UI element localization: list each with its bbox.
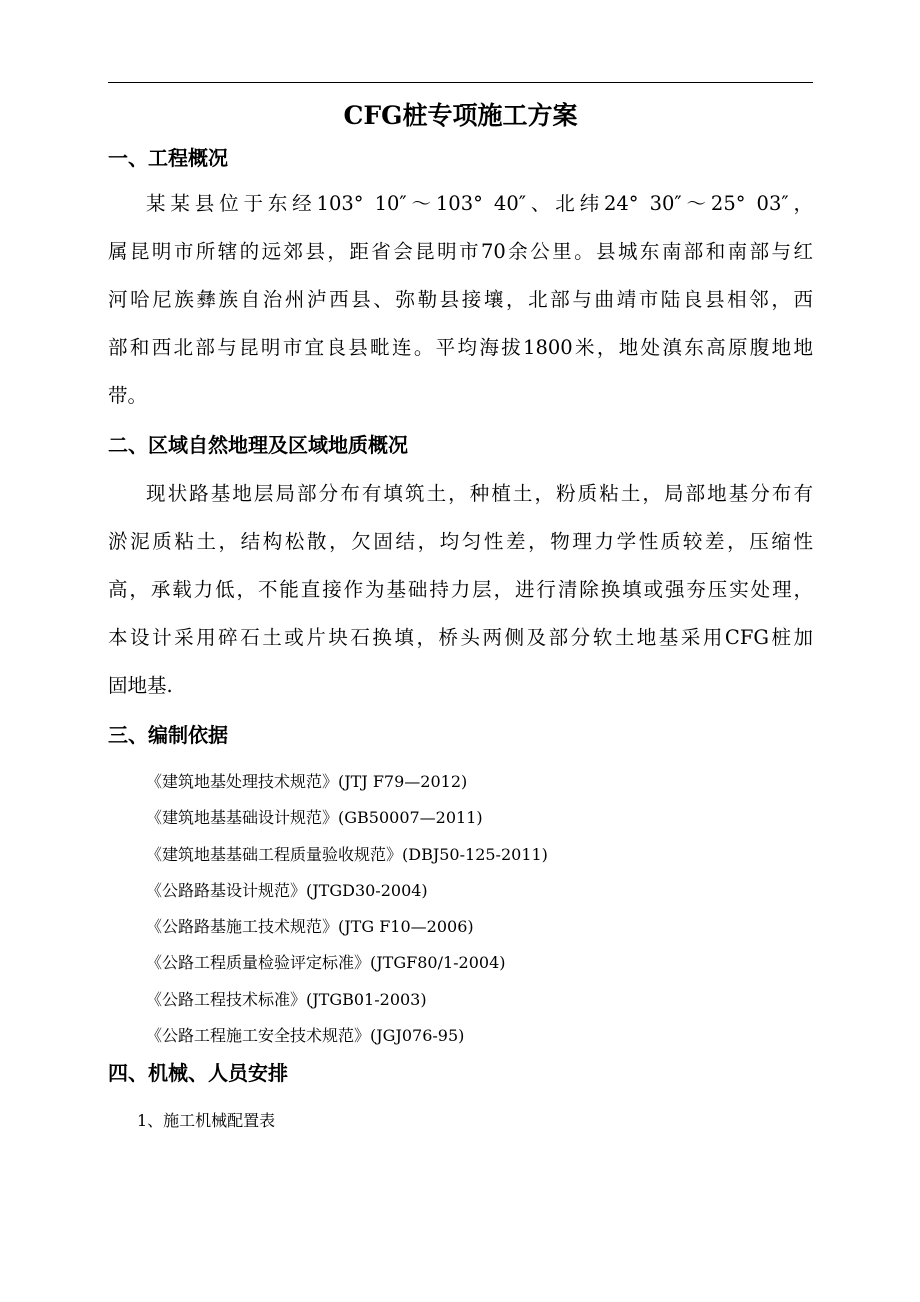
paragraph-line: 部和西北部与昆明市宜良县毗连。平均海拔1800米，地处滇东高原腹地地: [108, 336, 813, 359]
paragraph-line: 河哈尼族彝族自治州泸西县、弥勒县接壤，北部与曲靖市陆良县相邻，西: [108, 288, 813, 311]
section-heading-geology: 二、区域自然地理及区域地质概况: [108, 433, 408, 457]
paragraph-line: 某某县位于东经103° 10″～103° 40″、北纬24° 30″～25° 03″，: [146, 192, 813, 215]
section-heading-basis: 三、编制依据: [108, 723, 228, 747]
subitem-equipment-table: 1、施工机械配置表: [137, 1111, 276, 1130]
reference-item: 《建筑地基基础工程质量验收规范》(DBJ50-125-2011): [146, 844, 548, 864]
paragraph-line: 本设计采用碎石土或片块石换填，桥头两侧及部分软土地基采用CFG桩加: [108, 626, 813, 649]
reference-item: 《公路工程质量检验评定标准》(JTGF80/1-2004): [146, 953, 506, 973]
section-paragraph-overview: [108, 180, 813, 420]
paragraph-line: 淤泥质粘土，结构松散，欠固结，均匀性差，物理力学性质较差，压缩性: [108, 530, 813, 553]
section-heading-overview: 一、工程概况: [108, 146, 228, 170]
section-paragraph-geology: [108, 470, 813, 710]
reference-item: 《公路工程施工安全技术规范》(JGJ076-95): [146, 1026, 465, 1046]
reference-item: 《公路工程技术标准》(JTGB01-2003): [146, 989, 427, 1009]
document-title: CFG桩专项施工方案: [343, 101, 578, 130]
header-rule: [108, 82, 813, 83]
reference-item: 《公路路基设计规范》(JTGD30-2004): [146, 880, 428, 900]
paragraph-line: 固地基.: [108, 674, 173, 697]
paragraph-line: 带。: [108, 384, 148, 407]
reference-item: 《公路路基施工技术规范》(JTG F10—2006): [146, 917, 474, 937]
reference-list: [146, 764, 806, 1054]
section-heading-arrangement: 四、机械、人员安排: [108, 1061, 288, 1085]
reference-item: 《建筑地基基础设计规范》(GB50007—2011): [146, 808, 483, 828]
reference-item: 《建筑地基处理技术规范》(JTJ F79—2012): [146, 772, 468, 791]
paragraph-line: 属昆明市所辖的远郊县，距省会昆明市70余公里。县城东南部和南部与红: [108, 240, 813, 263]
paragraph-line: 现状路基地层局部分布有填筑土，种植土，粉质粘土，局部地基分布有: [146, 482, 813, 505]
paragraph-line: 高，承载力低，不能直接作为基础持力层，进行清除换填或强夯压实处理，: [108, 578, 813, 601]
